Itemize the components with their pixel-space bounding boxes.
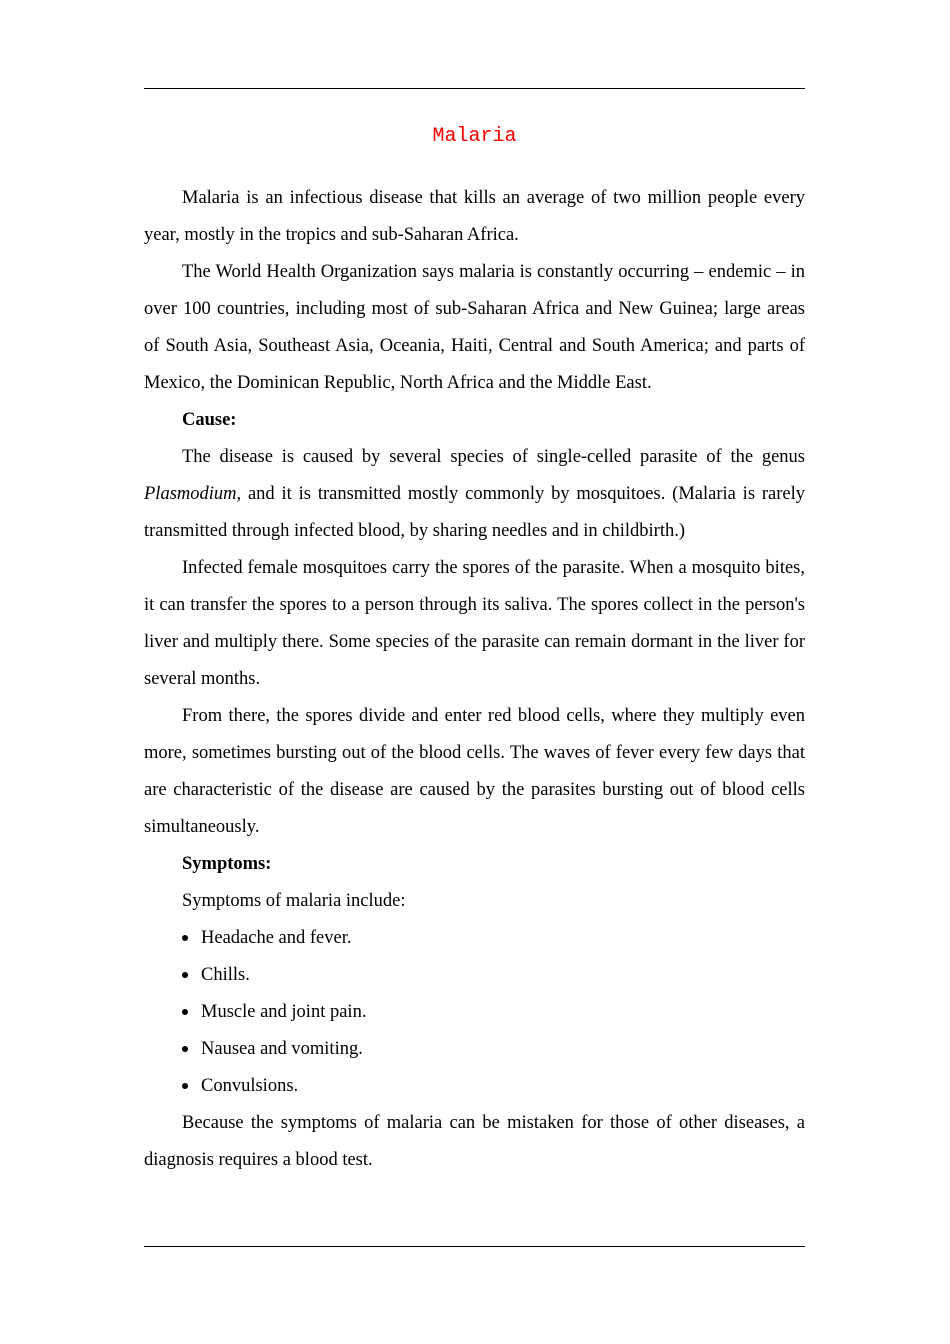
footer-rule [144, 1246, 805, 1247]
symptoms-list [144, 920, 805, 1105]
list-item [144, 1031, 805, 1068]
intro-paragraph-2: The World Health Organization says malaria is constantly occurring – endemic – in over 100 countries, including most of sub-Saharan Africa and New Guinea; large areas of South Asia, Southeast Asia, Oceania, Haiti, Central and South America; and parts of Mexico, the Dominican Republic, North Africa and the Middle East. [144, 262, 805, 393]
cause-paragraph-1-lead: The disease is caused by several species of single-celled parasite of the genus [182, 447, 805, 467]
list-item [144, 957, 805, 994]
bullet-icon [182, 1046, 188, 1052]
cause-heading: Cause: [182, 410, 237, 430]
document-page [144, 0, 805, 1344]
symptom-text: Convulsions. [201, 1076, 299, 1096]
document-body [144, 180, 805, 1179]
cause-paragraph-1 [144, 439, 805, 550]
intro-paragraph-1: Malaria is an infectious disease that kills an average of two million people every year, mostly in the tropics and sub-Saharan Africa. [144, 188, 805, 245]
symptom-text: Nausea and vomiting. [201, 1039, 363, 1059]
bullet-icon [182, 935, 188, 941]
symptoms-closing: Because the symptoms of malaria can be mistaken for those of other diseases, a diagnosis requires a blood test. [144, 1113, 805, 1170]
bullet-icon [182, 972, 188, 978]
symptoms-heading: Symptoms: [182, 854, 272, 874]
bullet-icon [182, 1083, 188, 1089]
symptoms-intro: Symptoms of malaria include: [182, 891, 406, 911]
header-rule [144, 88, 805, 89]
genus-name: Plasmodium [144, 484, 237, 504]
symptom-text: Chills. [201, 965, 250, 985]
cause-paragraph-2: Infected female mosquitoes carry the spores of the parasite. When a mosquito bites, it can transfer the spores to a person through its saliva. The spores collect in the person's liver and multiply there. Some species of the parasite can remain dormant in the liver for several months. [144, 558, 805, 689]
bullet-icon [182, 1009, 188, 1015]
symptom-text: Muscle and joint pain. [201, 1002, 367, 1022]
cause-paragraph-1-rest: , and it is transmitted mostly commonly by mosquitoes. (Malaria is rarely transmitted through infected blood, by sharing needles and in childbirth.) [144, 484, 805, 541]
symptom-text: Headache and fever. [201, 928, 352, 948]
list-item [144, 994, 805, 1031]
cause-paragraph-3: From there, the spores divide and enter red blood cells, where they multiply even more, sometimes bursting out of the blood cells. The waves of fever every few days that are characteristic of the disease are caused by the parasites bursting out of blood cells simultaneously. [144, 706, 805, 837]
list-item [144, 1068, 805, 1105]
list-item [144, 920, 805, 957]
document-title: Malaria [432, 125, 517, 148]
